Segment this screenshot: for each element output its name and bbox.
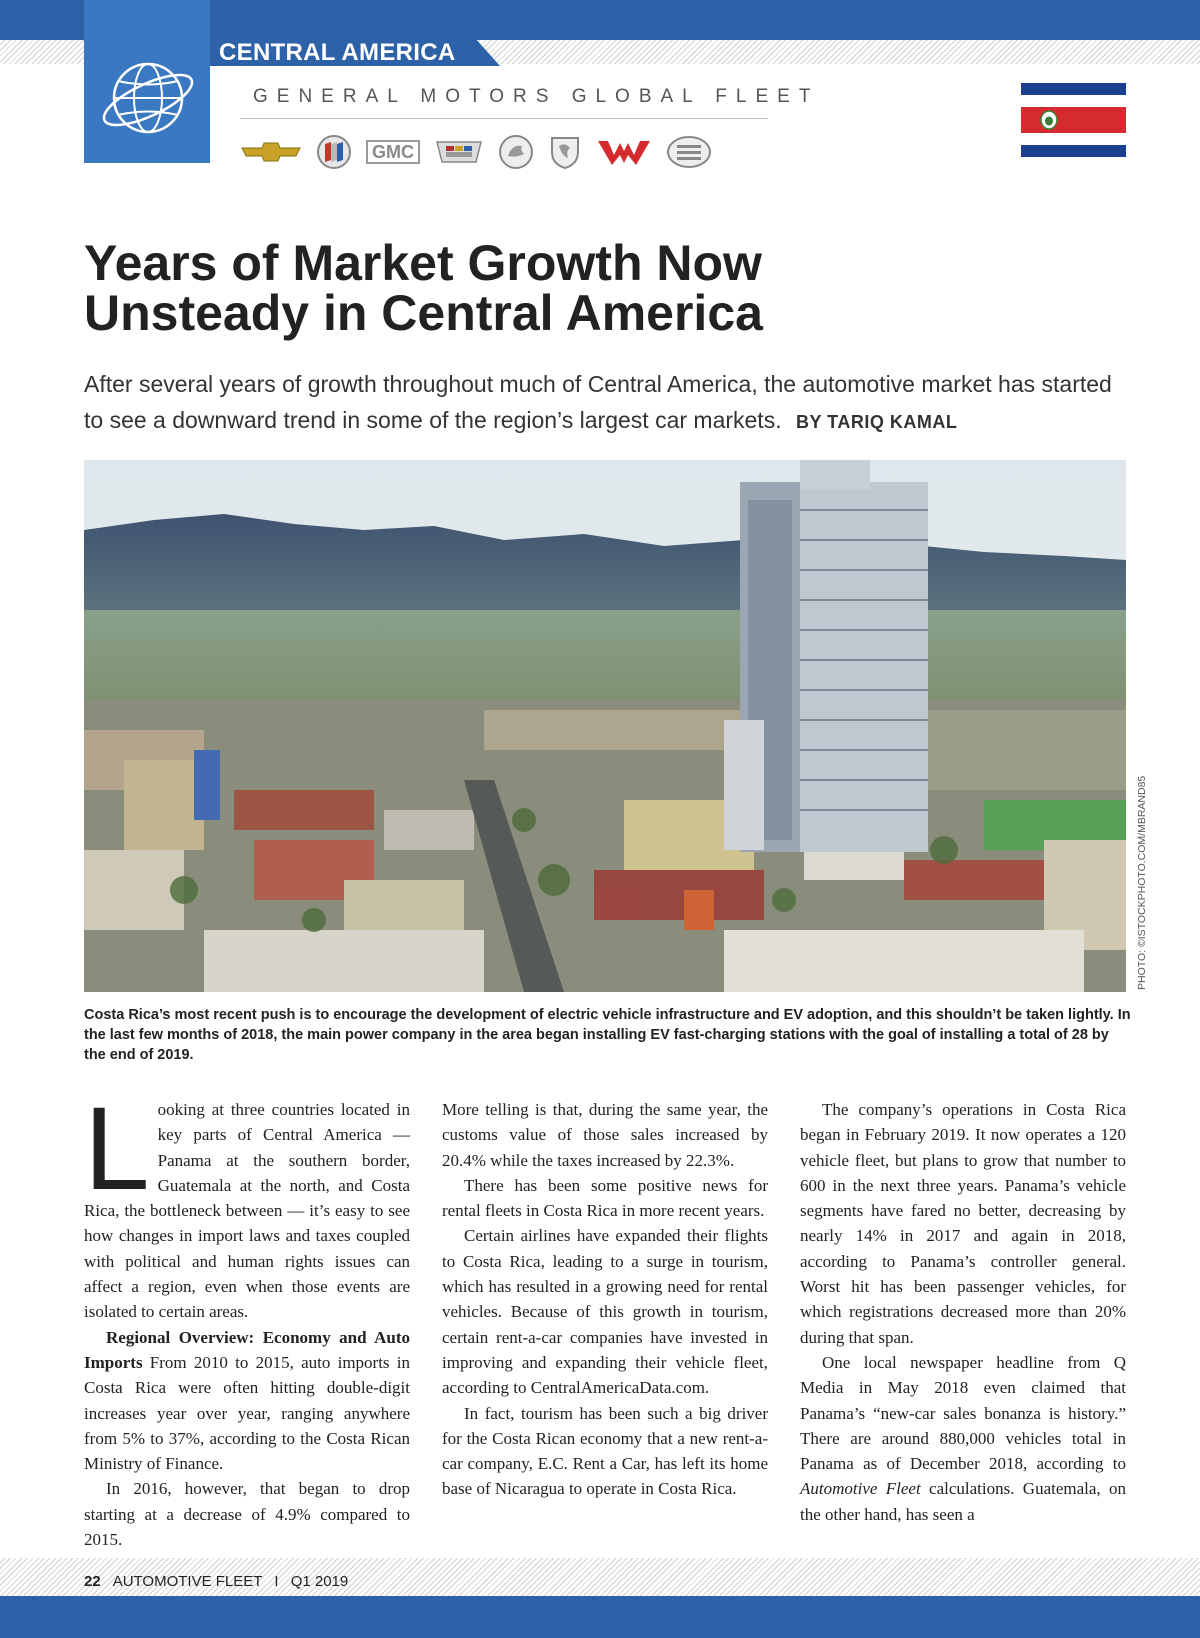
costa-rica-flag [1021, 83, 1126, 157]
wuling-logo-icon [596, 134, 652, 170]
article-column-3 [800, 1097, 1126, 1527]
photo-credit: PHOTO: ©ISTOCKPHOTO.COM/MBRAND85 [1136, 775, 1148, 990]
chevrolet-logo-icon [240, 134, 302, 170]
holden-logo-icon [498, 134, 534, 170]
brand-logos [240, 134, 770, 170]
fleet-subtitle: GENERAL MOTORS GLOBAL FLEET [253, 86, 820, 107]
fleet-rule [240, 118, 768, 119]
section-label: CENTRAL AMERICA [219, 39, 456, 66]
publication-italic: Automotive Fleet [800, 1479, 921, 1499]
panama-text-end: calculations. Guatemala, on the other hand, has seen a [800, 1479, 1127, 1524]
buick-logo-icon [316, 134, 352, 170]
deck-text: After several years of growth throughout much of Central America, the automotive market has started to see a downward trend in some of the region’s largest car markets. [84, 371, 1112, 433]
globe-logo-box [84, 0, 210, 163]
bottom-bar [0, 1596, 1200, 1638]
gmc-logo-text: GMC [366, 140, 420, 164]
photo-caption: Costa Rica’s most recent push is to encourage the development of electric vehicle infrastructure and EV adoption, and this shouldn’t be taken lightly. In the last few months of 2018, the main power company in the area began installing EV fast-charging stations with the goal of installing a total of 28 by the end of 2019. [84, 1007, 1131, 1063]
paragraph-rental-news: There has been some positive news for rental fleets in Costa Rica in more recent years. [442, 1175, 768, 1221]
headline [84, 235, 1084, 341]
paragraph-tourism: In fact, tourism has been such a big driver for the Costa Rican economy that a new rent-a-car company, E.C. Rent a Car, has left its home base of Nicaragua to operate in Costa Rica. [442, 1403, 768, 1499]
panama-text: One local newspaper headline from Q Media in May 2018 even claimed that Panama’s “new-car sales bonanza is history.” There are around 880,000 vehicles total in Panama as of December 2018, according to [800, 1352, 1126, 1474]
drop-cap: L [84, 1083, 150, 1215]
article-column-2 [442, 1097, 768, 1502]
byline: BY TARIQ KAMAL [795, 412, 958, 432]
paragraph-regional-overview [84, 1325, 410, 1477]
paragraph-operations: The company’s operations in Costa Rica began in February 2019. It now operates a 120 vehicle fleet, but plans to grow that number to 600 in the next three years. Panama’s vehicle segments have fared no better, decreasing by nearly 14% in 2017 and again in 2018, according to Panama’s controller general. Worst hit has been passenger vehicles, for which registrations decreased more than 20% during that span. [800, 1100, 1126, 1347]
headline-line1: Years of Market Growth Now [84, 235, 762, 291]
hero-photo [84, 460, 1126, 992]
cadillac-logo-icon [434, 134, 484, 170]
headline-line2: Unsteady in Central America [84, 285, 763, 341]
coat-of-arms-icon [1039, 110, 1059, 130]
overview-text: From 2010 to 2015, auto imports in Costa Rica were often hitting double-digit increases year over year, ranging anywhere from 5% to 37%, according to the Costa Rican Ministry of Finance. [84, 1352, 410, 1474]
article-column-1 [84, 1083, 410, 1552]
issue-label: Q1 2019 [290, 1573, 349, 1590]
paragraph-intro [84, 1083, 410, 1325]
run-in-head: Regional Overview: Economy and Auto Imports [84, 1327, 410, 1372]
paragraph-customs: More telling is that, during the same year, the customs value of those sales increased by 20.4% while the taxes increased by 22.3%. [442, 1100, 768, 1170]
baojun-logo-icon [548, 134, 582, 170]
gmc-logo-icon [366, 134, 420, 170]
jiefang-logo-icon [666, 134, 712, 170]
folio-separator: I [274, 1573, 279, 1590]
folio [84, 1573, 348, 1590]
paragraph-airlines: Certain airlines have expanded their flights to Costa Rica, leading to a surge in tourism, which has resulted in a growing need for rental vehicles. Because of this growth in tourism, certain rent-a-car companies have invested in improving and expanding their vehicle fleet, according to CentralAmericaData.com. [442, 1226, 768, 1398]
paragraph-2016: In 2016, however, that began to drop starting at a decrease of 4.9% compared to 2015. [84, 1479, 410, 1550]
globe-icon [98, 48, 198, 148]
publication-name: AUTOMOTIVE FLEET [112, 1573, 263, 1590]
intro-text: ooking at three countries located in key parts of Central America — Panama at the southern border, Guatemala at the north, and Costa Rica, the bottleneck between — it’s easy to see how changes in import laws and taxes coupled with political and human rights issues can affect a region, even when those events are isolated to certain areas. [84, 1100, 410, 1322]
paragraph-panama [800, 1350, 1126, 1527]
page-number: 22 [84, 1573, 101, 1590]
san-jose-cityscape-image [84, 460, 1126, 992]
deck [84, 366, 1124, 440]
